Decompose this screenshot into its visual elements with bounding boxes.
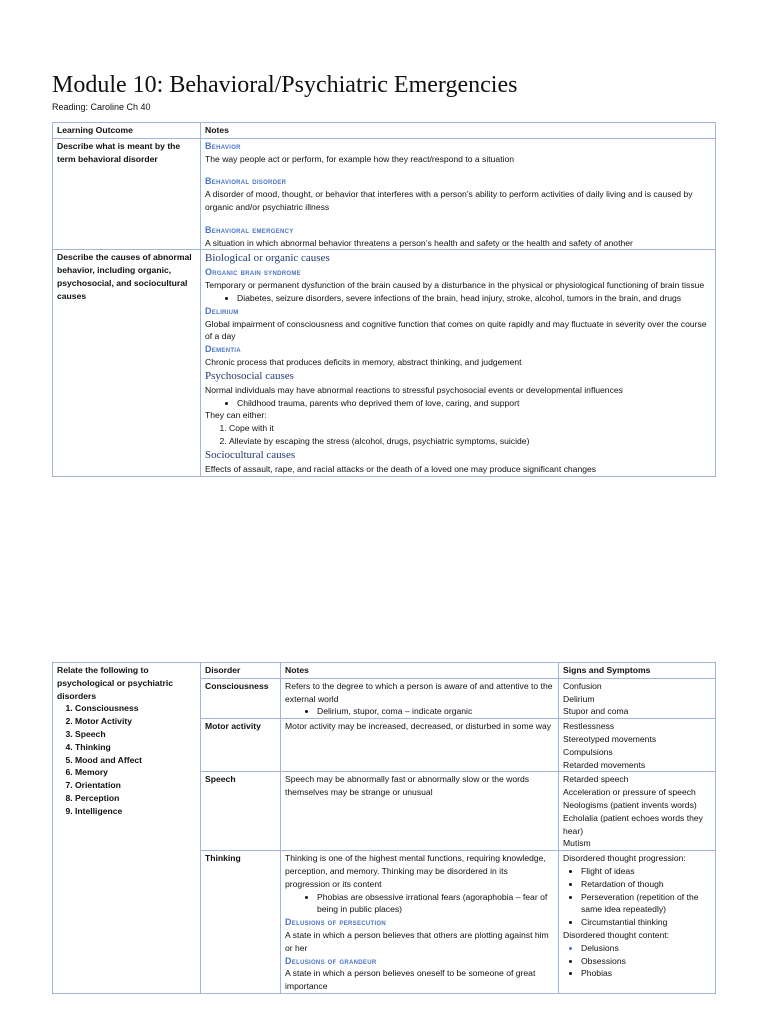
term-heading: Behavioral emergency <box>205 224 294 235</box>
column-header: Learning Outcome <box>53 123 201 139</box>
list-item: • Perseveration (repetition of the same idea repeatedly) <box>581 891 711 917</box>
learning-outcomes-table <box>52 122 716 477</box>
definition: A disorder of mood, thought, or behavior that interferes with a person’s ability to perform activities of daily living and is caused by organic and/or psychiatric illness <box>205 189 693 212</box>
sign-item: Neologisms (patient invents words) <box>563 799 697 810</box>
definition: Effects of assault, rape, and racial attacks or the death of a loved one may produce significant changes <box>205 463 597 474</box>
column-header: Notes <box>281 663 559 679</box>
signs-cell <box>559 772 716 851</box>
table-header-row <box>53 663 716 679</box>
term-heading: Delusions of grandeur <box>285 955 377 966</box>
disorder-name: Consciousness <box>201 678 281 718</box>
notes-cell <box>201 138 716 250</box>
definition: A state in which a person believes oneself to be someone of great importance <box>285 968 536 992</box>
list-item: • Childhood trauma, parents who deprived them of love, caring, and support <box>237 397 711 410</box>
disorder-name: Speech <box>201 772 281 851</box>
table-row <box>53 138 716 250</box>
definition: A situation in which abnormal behavior threatens a person’s health and safety or the health and safety of another <box>205 237 633 248</box>
list-item: 2. Motor Activity <box>75 715 196 728</box>
notes-cell: Speech may be abnormally fast or abnormally slow or the words themselves may be strange or unusual <box>281 772 559 851</box>
section-heading: Sociocultural causes <box>205 448 296 461</box>
column-header: Signs and Symptoms <box>559 663 716 679</box>
list-item: 4. Thinking <box>75 741 196 754</box>
sign-heading: Disordered thought content: <box>563 929 670 940</box>
list-item: 5. Mood and Affect <box>75 754 196 767</box>
sign-item: Echolalia (patient echoes words they hear) <box>563 812 703 836</box>
list-item: 9. Intelligence <box>75 805 196 818</box>
sign-item: Mutism <box>563 838 591 849</box>
table-row <box>53 250 716 476</box>
list-item: • Flight of ideas <box>581 865 711 878</box>
notes-cell <box>201 250 716 476</box>
notes-cell <box>281 851 559 994</box>
sign-heading: Disordered thought progression: <box>563 853 686 864</box>
list-item: 3. Speech <box>75 728 196 741</box>
list-item: 1. Consciousness <box>75 702 196 715</box>
definition: Global impairment of consciousness and cognitive function that comes on quite rapidly and may fluctuate in severity over the course of a day <box>205 318 707 342</box>
signs-cell <box>559 719 716 772</box>
term-heading: Behavior <box>205 140 241 151</box>
term-heading: Delusions of persecution <box>285 917 387 928</box>
sign-item: Compulsions <box>563 746 613 757</box>
term-heading: Organic brain syndrome <box>205 267 301 278</box>
learning-outcome-cell <box>53 663 201 994</box>
disorders-table <box>52 662 716 994</box>
sign-item: Acceleration or pressure of speech <box>563 787 696 798</box>
sign-item: Delirium <box>563 693 595 704</box>
disorder-name: Thinking <box>201 851 281 994</box>
list-item: 6. Memory <box>75 766 196 779</box>
list-item: • Phobias <box>581 967 711 980</box>
list-item: 1. Cope with it <box>229 422 711 435</box>
list-item: • Retardation of though <box>581 878 711 891</box>
section-heading: Biological or organic causes <box>205 252 330 265</box>
list-item: • Circumstantial thinking <box>581 916 711 929</box>
list-item: • Diabetes, seizure disorders, severe infections of the brain, head injury, stroke, alcohol, tumors in the brain, and drugs <box>237 292 711 305</box>
term-heading: Behavioral disorder <box>205 176 287 187</box>
definition: Temporary or permanent dysfunction of the brain caused by a disturbance in the physical or physiological functioning of brain tissue <box>205 280 705 291</box>
learning-outcome-cell: Describe what is meant by the term behavioral disorder <box>53 138 201 250</box>
definition: The way people act or perform, for example how they react/respond to a situation <box>205 153 515 164</box>
list-item: • Phobias are obsessive irrational fears (agoraphobia – fear of being in public places) <box>317 891 554 917</box>
list-item: 2. Alleviate by escaping the stress (alcohol, drugs, psychiatric symptoms, suicide) <box>229 435 711 448</box>
list-item: 7. Orientation <box>75 779 196 792</box>
learning-outcome-cell: Describe the causes of abnormal behavior, including organic, psychosocial, and sociocultural causes <box>53 250 201 476</box>
page-title: Module 10: Behavioral/Psychiatric Emergencies <box>52 72 518 98</box>
list-item: • Delusions <box>581 942 711 955</box>
signs-cell <box>559 851 716 994</box>
sign-item: Confusion <box>563 680 602 691</box>
column-header: Disorder <box>201 663 281 679</box>
notes-cell: Motor activity may be increased, decreased, or disturbed in some way <box>281 719 559 772</box>
definition: Chronic process that produces deficits in memory, abstract thinking, and judgement <box>205 356 522 367</box>
definition: A state in which a person believes that others are plotting against him or her <box>285 929 549 953</box>
table-header-row <box>53 123 716 139</box>
sign-item: Stupor and coma <box>563 706 629 717</box>
list-item: • Delirium, stupor, coma – indicate organic <box>317 705 554 718</box>
sign-item: Retarded movements <box>563 759 646 770</box>
list-item: 8. Perception <box>75 792 196 805</box>
definition: Thinking is one of the highest mental functions, requiring knowledge, perception, and memory. Thinking may be disordered in its progression or its content <box>285 853 546 889</box>
disorder-name: Motor activity <box>201 719 281 772</box>
notes-cell <box>281 678 559 718</box>
section-heading: Psychosocial causes <box>205 369 294 382</box>
term-heading: Dementia <box>205 344 241 355</box>
sign-item: Stereotyped movements <box>563 733 657 744</box>
list-item: • Obsessions <box>581 955 711 968</box>
sign-item: Retarded speech <box>563 774 629 785</box>
column-header: Notes <box>201 123 716 139</box>
term-heading: Delirium <box>205 305 239 316</box>
intro-text: Relate the following to psychological or psychiatric disorders <box>57 665 174 701</box>
reading-note: Reading: Caroline Ch 40 <box>52 102 151 112</box>
sign-item: Restlessness <box>563 721 615 732</box>
definition: Refers to the degree to which a person is aware of and attentive to the external world <box>285 680 553 704</box>
definition: They can either: <box>205 410 267 421</box>
signs-cell <box>559 678 716 718</box>
definition: Normal individuals may have abnormal reactions to stressful psychosocial events or developmental influences <box>205 384 623 395</box>
